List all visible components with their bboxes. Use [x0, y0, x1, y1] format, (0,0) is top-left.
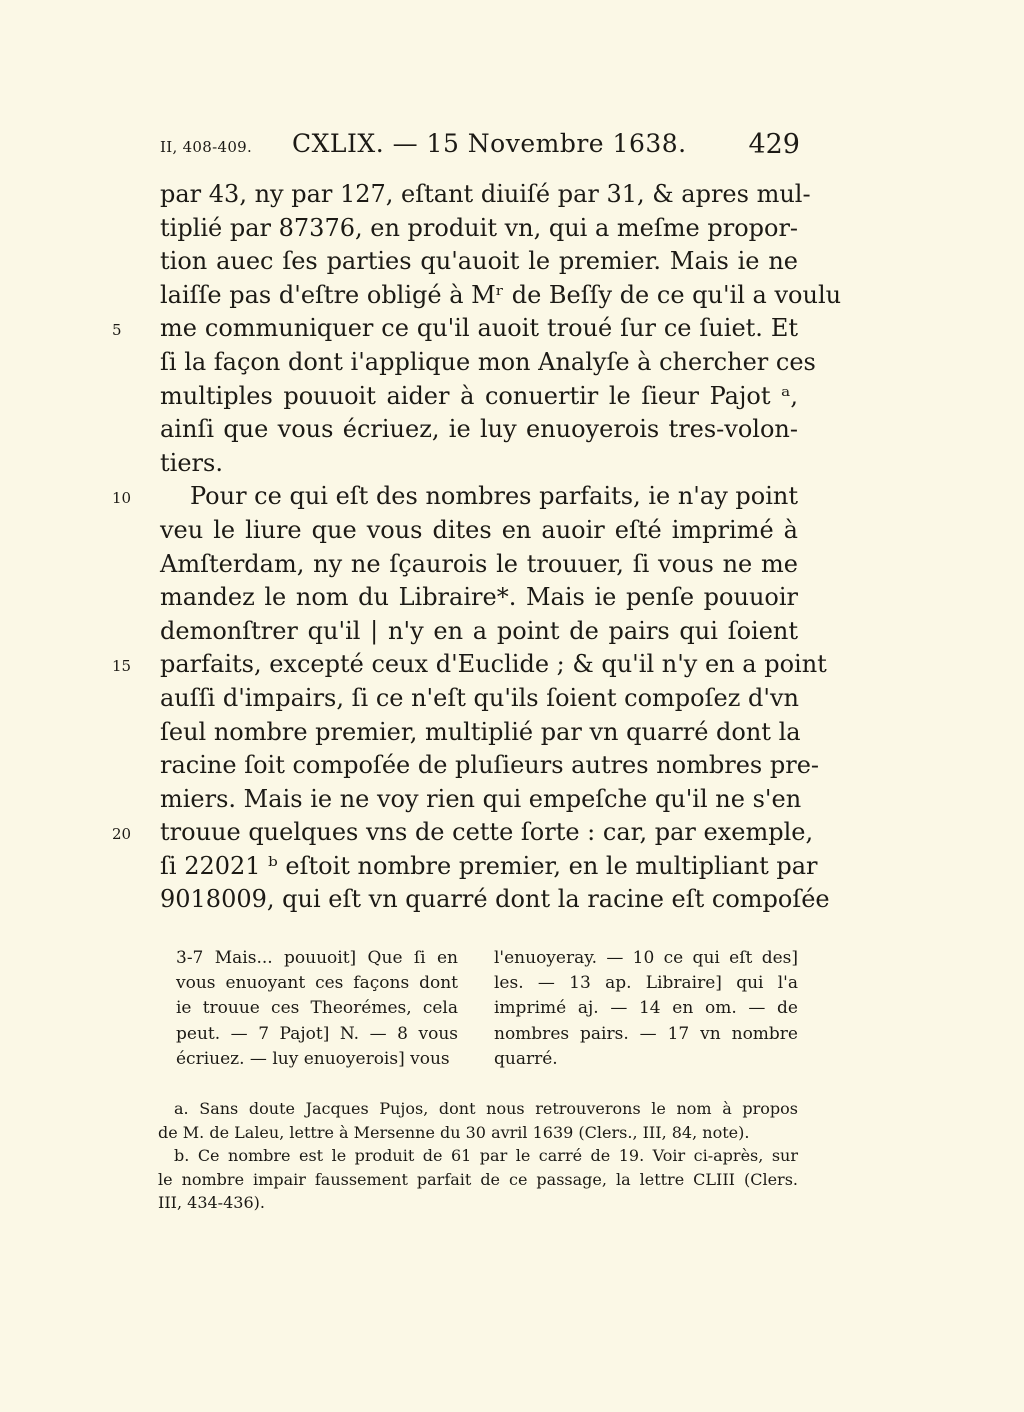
- text-line: [160, 850, 818, 884]
- line-text: tiers.: [160, 448, 223, 477]
- text-line: [160, 548, 798, 582]
- text-line: [160, 279, 842, 313]
- footnote-text: III, 434-436).: [158, 1193, 265, 1212]
- variant-text: écriuez. — luy enuoyerois] vous: [176, 1048, 450, 1069]
- line-text: tiplié par 87376, en produit vn, qui a meſme propor-: [160, 213, 799, 242]
- variant-line: [494, 971, 798, 996]
- variant-text: ie trouue ces Theorémes, cela: [176, 998, 458, 1019]
- line-number: 20: [112, 825, 132, 844]
- line-text: ſi 22021 ᵇ eſtoit nombre premier, en le multipliant par: [160, 851, 818, 880]
- text-line: [160, 346, 816, 380]
- variant-line: [494, 996, 798, 1021]
- footnote-text: de M. de Laleu, lettre à Mersenne du 30 avril 1639 (Clers., III, 84, note).: [158, 1122, 750, 1142]
- variant-text: nombres pairs. — 17 vn nombre: [494, 1023, 798, 1044]
- footnote-line: [158, 1097, 798, 1121]
- text-line: [160, 245, 798, 279]
- variant-line: [494, 1047, 798, 1072]
- text-line: [160, 413, 798, 447]
- letter-heading: CXLIX. — 15 Novembre 1638.: [292, 129, 687, 158]
- letter-body-text: [112, 178, 842, 917]
- line-text: multiples pouuoit aider à conuertir le ſieur Pajot ᵃ,: [160, 381, 798, 410]
- line-number: 15: [112, 657, 132, 676]
- line-text: 9018009, qui eſt vn quarré dont la racine eſt compoſée: [160, 885, 830, 914]
- variant-line: [176, 1047, 458, 1072]
- footnote-text: le nombre impair faussement parfait de ce passage, la lettre CLIII (Clers.: [158, 1169, 798, 1189]
- text-line: [160, 581, 798, 615]
- variant-text: les. — 13 ap. Libraire] qui l'a: [494, 973, 798, 994]
- line-text: miers. Mais ie ne voy rien qui empeſche qu'il ne s'en: [160, 784, 802, 813]
- line-text: Pour ce qui eſt des nombres parfaits, ie n'ay point: [190, 482, 798, 511]
- variant-text: 3-7 Mais... pouuoit] Que ſi en: [176, 948, 458, 968]
- text-line: [112, 312, 798, 346]
- line-text: mandez le nom du Libraire*. Mais ie penſe pouuoir: [160, 583, 798, 612]
- variant-text: vous enuoyant ces façons dont: [176, 973, 458, 994]
- line-text: racine ſoit compoſée de pluſieurs autres nombres pre-: [160, 751, 820, 780]
- footnotes: [158, 1097, 798, 1215]
- variant-text: l'enuoyeray. — 10 ce qui eſt des]: [494, 948, 798, 968]
- footnote-text: a. Sans doute Jacques Pujos, dont nous retrouverons le nom à propos: [174, 1099, 798, 1118]
- text-line: [160, 783, 802, 817]
- line-text: Amſterdam, ny ne ſçaurois le trouuer, ſi vous ne me: [160, 549, 798, 578]
- page-number: 429: [748, 129, 800, 160]
- footnote-text: b. Ce nombre est le produit de 61 par le carré de 19. Voir ci-après, sur: [174, 1146, 798, 1165]
- variant-readings: [176, 946, 798, 1076]
- line-text: ſeul nombre premier, multiplié par vn quarré dont la: [160, 717, 801, 746]
- line-text: parfaits, excepté ceux d'Euclide ; & qu'il n'y en a point: [160, 650, 827, 679]
- variant-text: quarré.: [494, 1048, 558, 1069]
- text-line: [160, 716, 801, 750]
- variant-line: [176, 1022, 458, 1047]
- text-line: [160, 514, 798, 548]
- footnote-line: [158, 1191, 798, 1215]
- line-text: veu le liure que vous dites en auoir eſté imprimé à: [160, 515, 798, 544]
- variant-line: [176, 996, 458, 1021]
- text-line: [160, 380, 798, 414]
- variants-right-column: [494, 946, 798, 1072]
- line-text: laiſſe pas d'eſtre obligé à Mʳ de Beſſy de ce qu'il a voulu: [160, 280, 842, 309]
- line-number: 5: [112, 321, 122, 340]
- text-line: [160, 682, 798, 716]
- line-text: ainſi que vous écriuez, ie luy enuoyerois tres-volon-: [160, 415, 798, 444]
- text-line: [160, 178, 811, 212]
- text-line: [160, 883, 830, 917]
- variants-left-column: [176, 946, 458, 1072]
- line-text: me communiquer ce qu'il auoit troué ſur ce ſuiet. Et: [160, 314, 798, 343]
- text-line: [160, 615, 798, 649]
- line-text: auſſi d'impairs, ſi ce n'eſt qu'ils ſoient compoſez d'vn: [160, 683, 799, 712]
- line-text: demonſtrer qu'il | n'y en a point de pairs qui ſoient: [160, 616, 798, 645]
- footnote-line: [158, 1168, 798, 1192]
- line-text: trouue quelques vns de cette ſorte : car, par exemple,: [160, 818, 814, 847]
- volume-page-reference: II, 408-409.: [160, 138, 253, 156]
- text-line: [112, 648, 827, 682]
- variant-line: [494, 946, 798, 971]
- text-line: [160, 447, 798, 481]
- variant-text: peut. — 7 Pajot] N. — 8 vous: [176, 1023, 458, 1044]
- text-line: [112, 480, 798, 514]
- line-text: tion auec ſes parties qu'auoit le premier. Mais ie ne: [160, 247, 798, 276]
- line-text: par 43, ny par 127, eſtant diuiſé par 31, & apres mul-: [160, 180, 811, 208]
- variant-line: [494, 1022, 798, 1047]
- variant-text: imprimé aj. — 14 en om. — de: [494, 998, 798, 1019]
- text-line: [112, 816, 814, 850]
- running-header: [160, 128, 800, 168]
- line-number: 10: [112, 489, 132, 508]
- text-line: [160, 212, 798, 246]
- variant-line: [176, 946, 458, 971]
- line-text: ſi la façon dont i'applique mon Analyſe à chercher ces: [160, 347, 816, 376]
- variant-line: [176, 971, 458, 996]
- text-line: [160, 749, 820, 783]
- footnote-line: [158, 1144, 798, 1168]
- footnote-line: [158, 1121, 798, 1145]
